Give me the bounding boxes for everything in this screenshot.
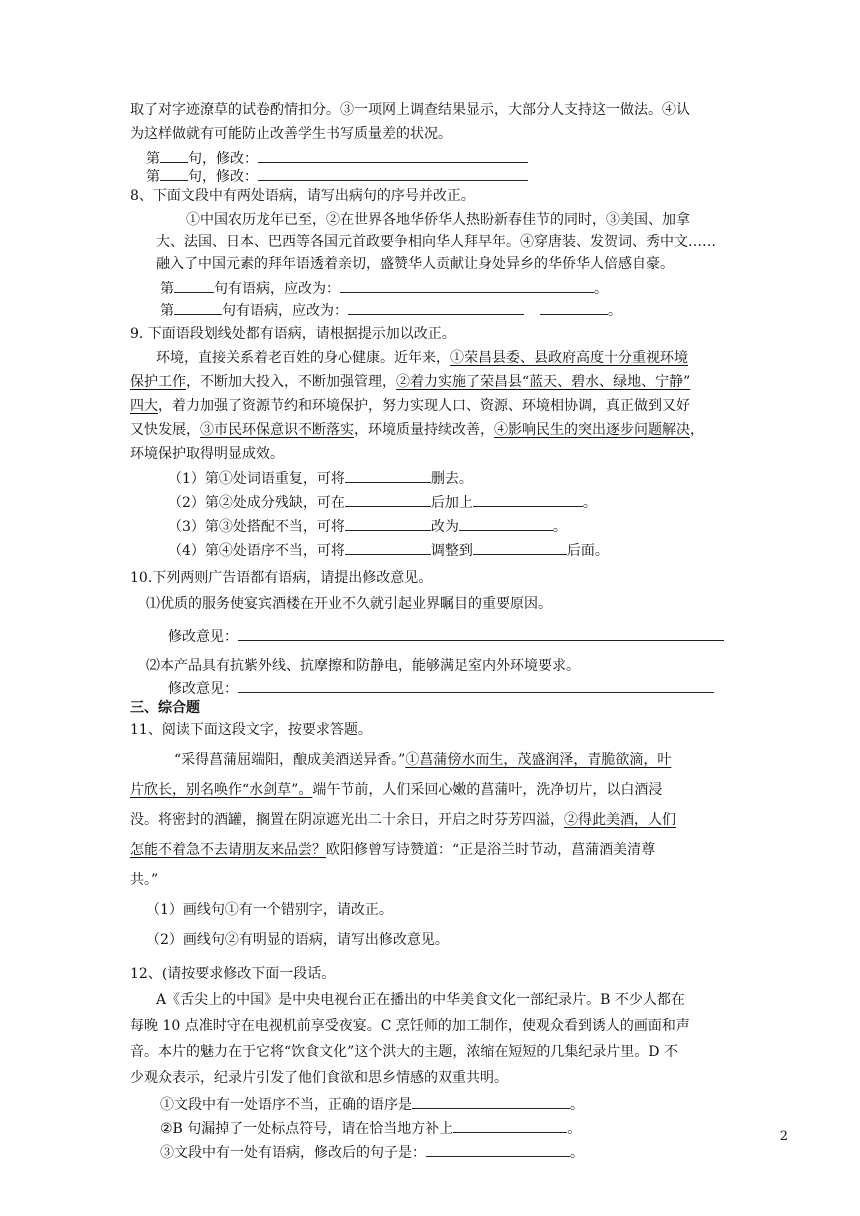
answer-blank[interactable]	[174, 300, 222, 315]
answer-blank[interactable]	[473, 492, 583, 507]
fill-line	[168, 678, 714, 699]
text-line	[130, 396, 690, 416]
label: 第	[160, 281, 174, 297]
underlined-sentence-1: ①菖蒲傍水而生，茂盛润泽，青脆欲滴，叶	[405, 752, 672, 768]
text-line	[130, 810, 676, 830]
fill-line	[168, 540, 609, 561]
page-number: 2	[779, 1129, 788, 1144]
answer-blank[interactable]	[473, 540, 567, 555]
underlined-sentence-3: ③市民环保意识不断落实	[200, 422, 354, 438]
answer-blank[interactable]	[345, 468, 431, 483]
text-line: 少观众表示，纪录片引发了他们食欲和思乡情感的双重共明。	[130, 1070, 508, 1086]
underlined-sentence-1: ①荣昌县委、县政府高度十分重视环境	[450, 350, 688, 366]
fill-line	[168, 626, 724, 647]
text: 环境，直接关系着老百姓的身心健康。近年来，	[156, 350, 450, 366]
answer-blank[interactable]	[174, 278, 214, 293]
label: （2）第②处成分残缺，可在	[168, 495, 345, 511]
label: 句，修改：	[188, 169, 258, 185]
text-line: 大、法国、日本、巴西等各国元首政要争相向华人拜早年。④穿唐装、发贺词、秀中文……	[156, 234, 716, 250]
label: 。	[567, 1121, 582, 1137]
underlined-sentence-2: ②得此美酒，人们	[564, 812, 676, 828]
answer-blank[interactable]	[160, 166, 188, 181]
label: 改为	[430, 519, 459, 535]
text: 没。将密封的酒罐，搁置在阴凉遮光出二十余日，开启之时芬芳四溢，	[130, 812, 564, 828]
label: 第	[146, 169, 160, 185]
fill-line	[146, 166, 528, 187]
text-line: 为这样做就有可能防止改善学生书写质量差的状况。	[130, 126, 452, 142]
answer-blank[interactable]	[345, 540, 431, 555]
question-9-title: 9. 下面语段划线处都有语病，请根据提示加以改正。	[130, 326, 456, 342]
answer-blank[interactable]	[258, 166, 528, 181]
answer-blank[interactable]	[540, 300, 608, 315]
underlined-sentence-1: 片欣长，别名唤作“水剑草”。	[130, 782, 313, 798]
label: （3）第③处搭配不当，可将	[168, 519, 345, 535]
answer-blank[interactable]	[426, 1142, 570, 1157]
label: 。	[552, 519, 567, 535]
answer-blank[interactable]	[453, 1118, 567, 1133]
text-line: ⑵本产品具有抗紫外线、抗摩擦和防静电，能够满足室内外环境要求。	[146, 658, 580, 674]
section-heading: 三、综合题	[130, 700, 200, 716]
label: 。	[582, 495, 597, 511]
text-line	[130, 840, 655, 860]
text-line: 取了对字迹潦草的试卷酌情扣分。③一项网上调查结果显示，大部分人支持这一做法。④认	[130, 102, 690, 118]
answer-blank[interactable]	[412, 1094, 570, 1109]
answer-blank[interactable]	[340, 278, 594, 293]
underlined-sentence-2: ②着力实施了荣昌县“蓝天、碧水、绿地、宁静”	[396, 374, 691, 390]
text: ，环境质量持续改善，	[354, 422, 494, 438]
label: 句，修改：	[188, 151, 258, 167]
label: 。	[594, 281, 608, 297]
text: ，着力加强了资源节约和环境保护，努力实现人口、资源、环境相协调，真正做到又好	[158, 398, 690, 414]
label: 。	[570, 1097, 584, 1113]
answer-blank[interactable]	[345, 516, 431, 531]
text: 欧阳修曾写诗赞道：“正是浴兰时节动，菖蒲酒美清尊	[326, 842, 656, 858]
text-line: 环境保护取得明显成效。	[130, 446, 284, 462]
label: 调整到	[430, 543, 473, 559]
answer-blank[interactable]	[258, 148, 528, 163]
fill-line	[160, 1142, 584, 1163]
text-line	[130, 780, 662, 800]
sub-question: （2）画线句②有明显的语病，请写出修改意见。	[146, 932, 449, 948]
label: 。	[608, 303, 622, 319]
fill-line	[168, 468, 473, 489]
answer-blank[interactable]	[348, 300, 524, 315]
text-line: ⑴优质的服务使宴宾酒楼在开业不久就引起业界瞩目的重要原因。	[146, 596, 552, 612]
text-line: A《舌尖上的中国》是中央电视台正在播出的中华美食文化一部纪录片。B 不少人都在	[156, 992, 685, 1008]
fill-line	[160, 278, 608, 299]
label: （1）第①处词语重复，可将	[168, 471, 345, 487]
label: ①文段中有一处语序不当，正确的语序是	[160, 1097, 412, 1113]
text: ，不断加大投入，不断加强管理，	[186, 374, 396, 390]
underlined-sentence-2: 四大	[130, 398, 158, 414]
text-line	[174, 750, 671, 770]
text-line: 融入了中国元素的拜年语透着亲切，盛赞华人贡献让身处异乡的华侨华人倍感自豪。	[156, 256, 674, 272]
label: 句有语病，应改为：	[214, 281, 340, 297]
answer-blank[interactable]	[345, 492, 431, 507]
underlined-sentence-2: 怎能不着急不去请朋友来品尝？	[130, 842, 326, 858]
sub-question: （1）画线句①有一个错别字，请改正。	[146, 902, 393, 918]
text-line: ①中国农历龙年已至，②在世界各地华侨华人热盼新春佳节的同时，③美国、加拿	[186, 212, 690, 228]
label: 修改意见：	[168, 681, 238, 697]
answer-blank[interactable]	[238, 678, 714, 693]
text-line	[156, 348, 688, 368]
question-12-title: 12、(请按要求修改下面一段话。	[130, 966, 336, 982]
label: 第	[160, 303, 174, 319]
label: 后加上	[430, 495, 473, 511]
label: 删去。	[430, 471, 473, 487]
text-line	[130, 420, 704, 440]
question-8-title: 8、下面文段中有两处语病，请写出病句的序号并改正。	[130, 188, 475, 204]
label: ③文段中有一处有语病，修改后的句子是：	[160, 1145, 426, 1161]
text-line: 共。”	[130, 872, 159, 888]
text: “采得菖蒲屈端阳，酿成美酒送异香。”	[174, 752, 406, 768]
label: 。	[570, 1145, 584, 1161]
fill-line	[160, 300, 622, 321]
label: （4）第④处语序不当，可将	[168, 543, 345, 559]
underlined-sentence-4: ④影响民生的突出逐步问题解决	[494, 422, 690, 438]
answer-blank[interactable]	[160, 148, 188, 163]
fill-line	[160, 1118, 581, 1139]
label: 句有语病，应改为：	[222, 303, 348, 319]
fill-line	[168, 492, 597, 513]
text-line: 每晚 10 点准时守在电视机前享受夜宴。C 烹饪师的加工制作，使观众看到诱人的画面和声	[130, 1018, 690, 1034]
text: 又快发展，	[130, 422, 200, 438]
label: ②B 句漏掉了一处标点符号，请在恰当地方补上	[160, 1121, 454, 1137]
fill-line	[160, 1094, 584, 1115]
fill-line	[168, 516, 567, 537]
question-10-title: 10.下列两则广告语都有语病，请提出修改意见。	[130, 570, 433, 586]
answer-blank[interactable]	[459, 516, 553, 531]
label: 后面。	[566, 543, 609, 559]
text-line: 音。本片的魅力在于它将“饮食文化”这个洪大的主题，浓缩在短短的几集纪录片里。D 不	[130, 1044, 678, 1060]
text: ，	[690, 422, 704, 438]
text-line	[130, 372, 690, 392]
label: 第	[146, 151, 160, 167]
label: 修改意见：	[168, 629, 238, 645]
underlined-sentence-1: 保护工作	[130, 374, 186, 390]
question-11-title: 11、阅读下面这段文字，按要求答题。	[130, 722, 372, 738]
text: 端午节前，人们采回心嫩的菖蒲叶，洗净切片，以白酒浸	[312, 782, 663, 798]
answer-blank[interactable]	[238, 626, 724, 641]
